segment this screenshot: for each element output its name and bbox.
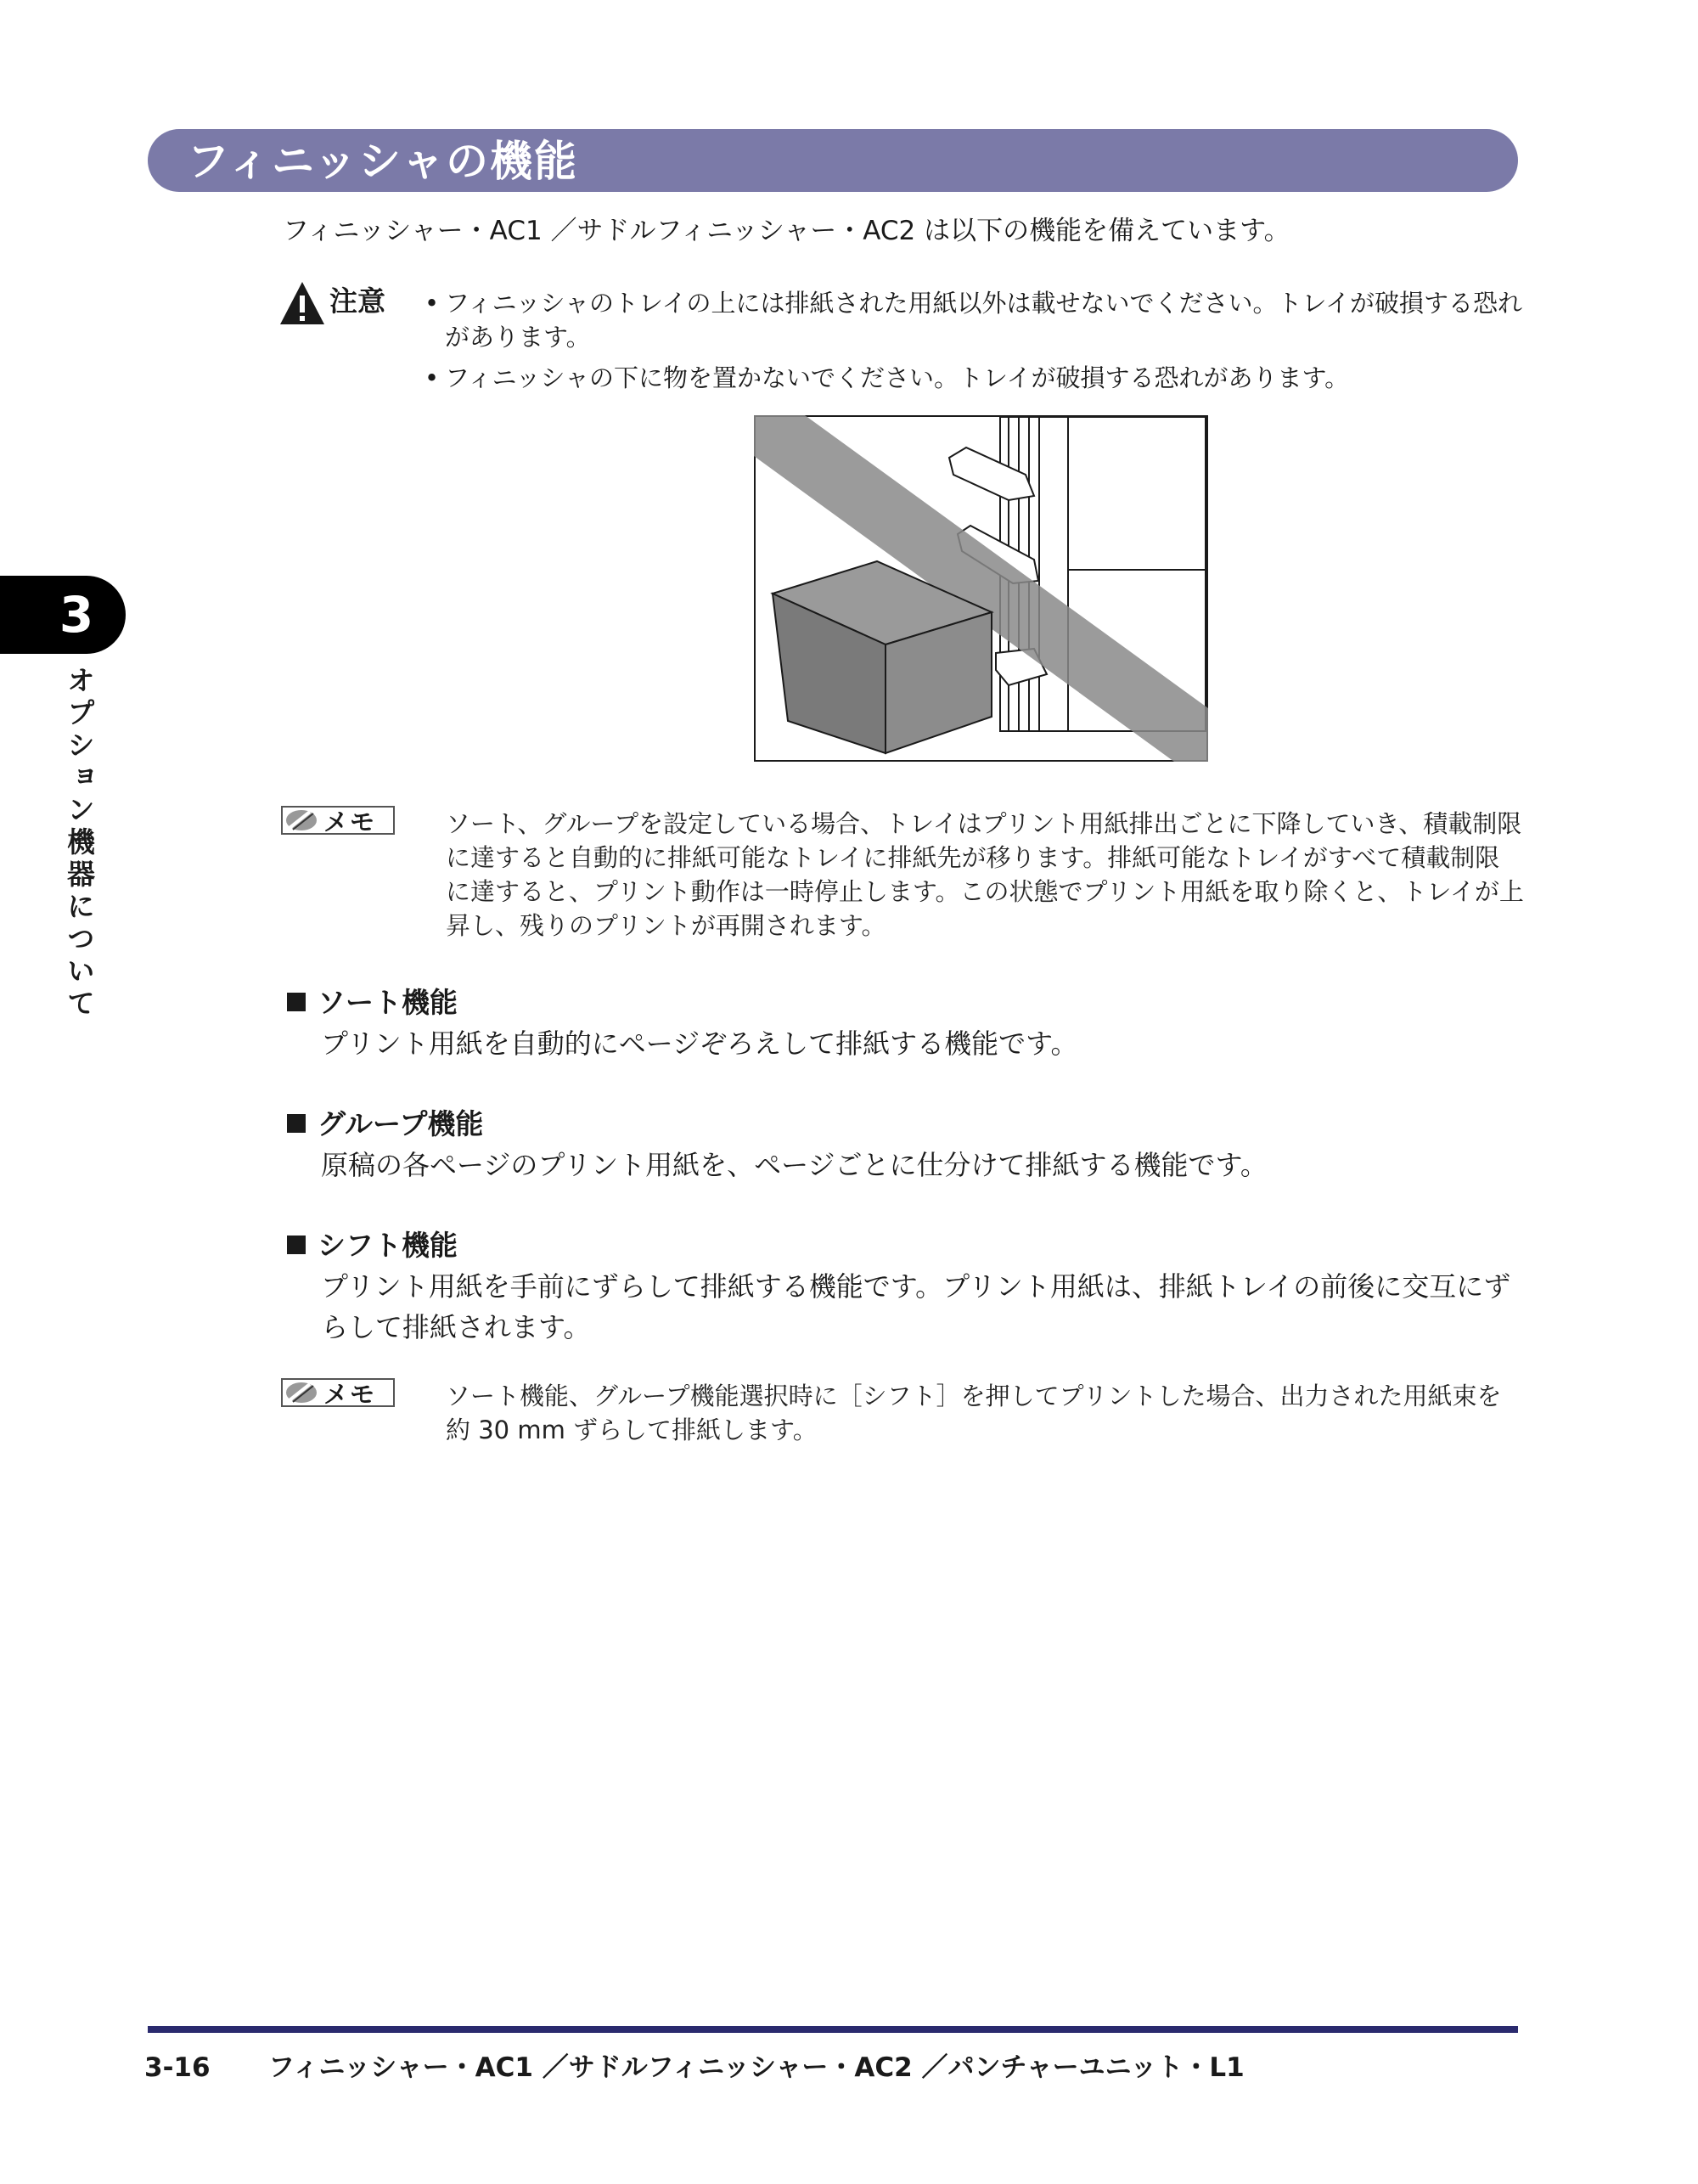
footer-rule [148,2026,1518,2033]
memo-badge [281,806,395,835]
caution-item: • フィニッシャのトレイの上には排紙された用紙以外は載せないでください。トレイが破損する恐れがあります。 [424,286,1528,354]
chapter-title: オプション機器について [63,666,96,1021]
memo-label: メモ [323,1379,377,1409]
section-body-shift: プリント用紙を手前にずらして排紙する機能です。プリント用紙は、排紙トレイの前後に交互にずらして排紙されます。 [321,1270,1511,1343]
section-heading-shift: シフト機能 [287,1225,458,1266]
memo-badge [281,1378,395,1407]
intro-text: フィニッシャー・AC1 ／サドルフィニッシャー・AC2 は以下の機能を備えています。 [283,216,1290,246]
square-bullet-icon [287,993,306,1011]
warning-icon [279,280,325,326]
section-heading-group: グループ機能 [287,1104,483,1145]
pencil-icon [284,1380,320,1405]
section-heading-sort: ソート機能 [287,982,458,1023]
caution-item: • フィニッシャの下に物を置かないでください。トレイが破損する恐れがあります。 [424,361,1528,395]
chapter-number: 3 [59,586,94,644]
memo-text: ソート、グループを設定している場合、トレイはプリント用紙排出ごとに下降していき、積載制限に達すると自動的に排紙可能なトレイに排紙先が移ります。排紙可能なトレイがすべて積載制限に達すると、プリント動作は一時停止します。この状態でプリント用紙を取り除くと、トレイが上昇し、残りのプリントが再開されます。 [446,809,1524,940]
memo-label: メモ [323,807,377,836]
finisher-illustration [754,415,1208,762]
square-bullet-icon [287,1114,306,1133]
footer-title: フィニッシャー・AC1 ／サドルフィニッシャー・AC2 ／パンチャーユニット・L1 [268,2052,1245,2083]
section-title: フィニッシャの機能 [187,137,578,186]
page-number: 3-16 [144,2052,211,2083]
section-body-sort: プリント用紙を自動的にページぞろえして排紙する機能です。 [321,1027,1078,1060]
square-bullet-icon [287,1236,306,1254]
pencil-icon [284,808,320,833]
caution-list [424,286,1528,402]
caution-label: 注意 [329,284,385,318]
section-body-group: 原稿の各ページのプリント用紙を、ページごとに仕分けて排紙する機能です。 [321,1149,1268,1181]
memo-text: ソート機能、グループ機能選択時に［シフト］を押してプリントした場合、出力された用紙束を約 30 mm ずらして排紙します。 [446,1382,1502,1444]
